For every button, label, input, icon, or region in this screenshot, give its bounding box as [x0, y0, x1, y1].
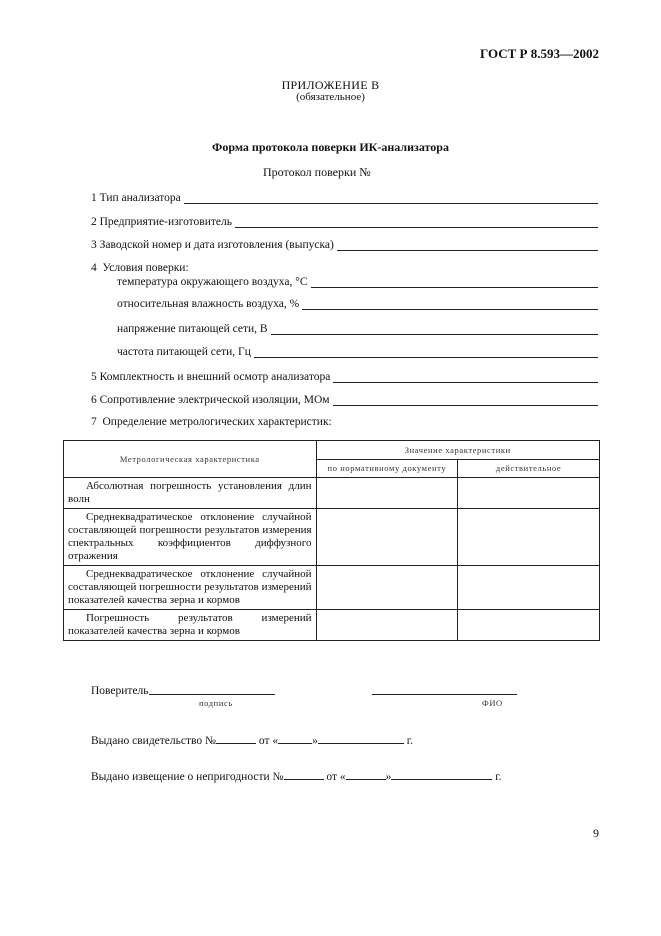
cell-normative[interactable] [316, 566, 458, 610]
item-number: 2 [91, 216, 97, 228]
name-line[interactable] [372, 684, 517, 695]
condition-frequency [117, 344, 598, 358]
protocol-title: Протокол поверки № [263, 165, 371, 179]
fill-line[interactable] [333, 372, 598, 383]
notice-number-field[interactable] [284, 769, 324, 780]
cell-normative[interactable] [316, 610, 458, 641]
item-label: Условия поверки: [102, 262, 189, 274]
cell-normative[interactable] [316, 509, 458, 566]
fill-line[interactable] [271, 324, 598, 335]
cell-actual[interactable] [458, 509, 600, 566]
condition-humidity [117, 296, 598, 310]
header-normative: по нормативному документу [316, 460, 458, 478]
item-number: 6 [91, 394, 97, 406]
cell-actual[interactable] [458, 566, 600, 610]
notice-from: от « [326, 771, 346, 783]
item-number: 4 [91, 262, 97, 274]
fill-line[interactable] [235, 217, 598, 228]
notice-month-field[interactable] [391, 769, 492, 780]
condition-label: напряжение питающей сети, В [117, 323, 268, 335]
signature-caption: подпись [199, 698, 233, 708]
item-manufacturer [91, 214, 598, 228]
standard-number: ГОСТ Р 8.593—2002 [480, 46, 599, 61]
item-number: 1 [91, 192, 97, 204]
item-label: Предприятие-изготовитель [99, 216, 232, 228]
item-completeness [91, 369, 598, 383]
page-number: 9 [593, 826, 599, 840]
notice-quote: » [385, 771, 392, 783]
form-title: Форма протокола поверки ИК-анализатора [212, 140, 449, 154]
item-number: 3 [91, 239, 97, 251]
item-label: Тип анализатора [99, 192, 181, 204]
row-characteristic: Среднеквадратическое отклонение случайной составляющей погрешности результатов измерений показателей качества зерна и кормов [64, 566, 317, 610]
metrology-table [63, 440, 600, 641]
fill-line[interactable] [302, 299, 598, 310]
table-row [64, 610, 600, 641]
item-metrology [91, 416, 332, 428]
item-label: Комплектность и внешний осмотр анализатора [99, 371, 331, 383]
table-row [64, 566, 600, 610]
notice-line [91, 769, 502, 783]
row-characteristic: Погрешность результатов измерений показателей качества зерна и кормов [64, 610, 317, 641]
item-label: Определение метрологических характеристик: [102, 416, 332, 428]
appendix-note: (обязательное) [296, 91, 365, 103]
table-row [64, 478, 600, 509]
cell-actual[interactable] [458, 478, 600, 509]
notice-day-field[interactable] [346, 769, 386, 780]
item-type [91, 190, 598, 204]
header-value: Значение характеристики [316, 441, 599, 460]
verifier-label: Поверитель [91, 685, 149, 697]
certificate-from: от « [258, 735, 279, 747]
cell-normative[interactable] [316, 478, 458, 509]
notice-label: Выдано извещение о непригодности № [91, 771, 284, 783]
item-insulation [91, 392, 598, 406]
item-serial-date [91, 237, 598, 251]
signature-line[interactable] [149, 684, 275, 695]
condition-label: частота питающей сети, Гц [117, 346, 251, 358]
certificate-quote: » [312, 735, 318, 747]
item-conditions [91, 262, 189, 274]
cell-actual[interactable] [458, 610, 600, 641]
appendix-title: ПРИЛОЖЕНИЕ В [281, 78, 380, 92]
name-caption: ФИО [482, 698, 503, 708]
certificate-label: Выдано свидетельство № [91, 735, 216, 747]
certificate-line [91, 733, 413, 747]
fill-line[interactable] [333, 395, 598, 406]
item-label: Сопротивление электрической изоляции, МОм [99, 394, 330, 406]
item-number: 5 [91, 371, 97, 383]
certificate-day-field[interactable] [278, 733, 312, 744]
certificate-month-field[interactable] [318, 733, 404, 744]
notice-year: г. [495, 771, 502, 783]
header-actual: действительное [458, 460, 600, 478]
table-row [64, 509, 600, 566]
condition-voltage [117, 321, 598, 335]
fill-line[interactable] [337, 240, 598, 251]
row-characteristic: Абсолютная погрешность установления длин волн [64, 478, 317, 509]
condition-temperature [117, 274, 598, 288]
header-characteristic: Метрологическая характеристика [64, 441, 317, 478]
condition-label: относительная влажность воздуха, % [117, 298, 300, 310]
row-characteristic: Среднеквадратическое отклонение случайной составляющей погрешности результатов измерения спектральных коэффициентов диффузного отражения [64, 509, 317, 566]
certificate-number-field[interactable] [216, 733, 256, 744]
item-label: Заводской номер и дата изготовления (выпуска) [99, 239, 334, 251]
fill-line[interactable] [184, 193, 598, 204]
condition-label: температура окружающего воздуха, °С [117, 276, 308, 288]
item-number: 7 [91, 416, 97, 428]
fill-line[interactable] [254, 347, 598, 358]
certificate-year: г. [406, 735, 414, 747]
fill-line[interactable] [311, 277, 598, 288]
